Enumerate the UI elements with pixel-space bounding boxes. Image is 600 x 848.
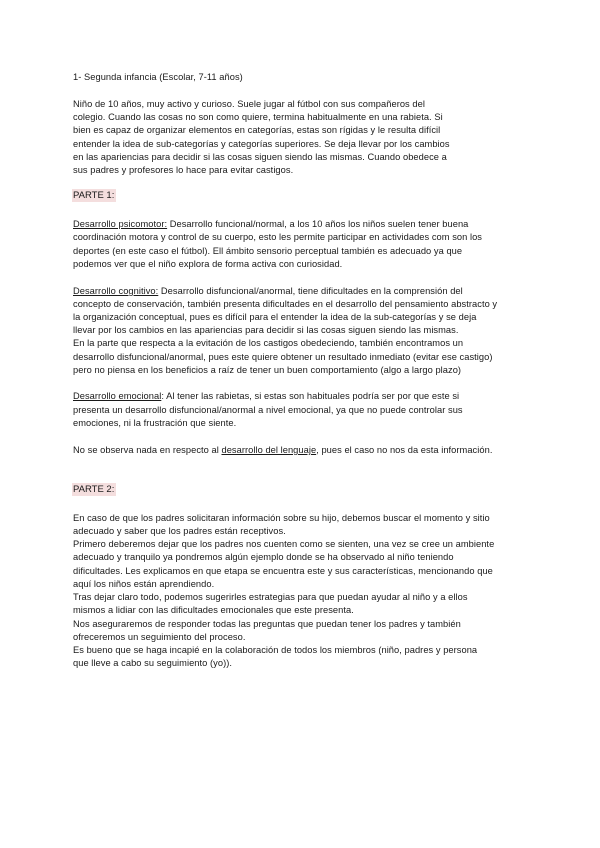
lenguaje-term: desarrollo del lenguaje [221, 445, 317, 455]
intro-line: colegio. Cuando las cosas no son como quiere, termina habitualmente en una rabieta. Si [73, 112, 443, 122]
part2-line: que lleve a cabo su seguimiento (yo)). [73, 658, 232, 668]
part2-label-text: PARTE 2: [73, 484, 115, 495]
psicomotor-line: coordinación motora y control de su cuerpo, esto les permite participar en actividades com son los [73, 232, 483, 242]
cognitivo-line: pero no piensa en los beneficios a raíz de tener un buen comportamiento (algo a largo plazo) [73, 365, 462, 375]
part1-label-text: PARTE 1: [73, 190, 115, 201]
section-heading: 1- Segunda infancia (Escolar, 7-11 años) [73, 72, 243, 82]
part2-line: dificultades. Les explicamos en que etapa se encuentra este y sus características, mencionando que [73, 566, 493, 576]
emocional-text: : Al tener las rabietas, si estas son habituales podría ser por que este si [161, 391, 460, 401]
emocional-line [73, 390, 459, 403]
part2-line: mismos a lidiar con las dificultades emocionales que este presenta. [73, 605, 354, 615]
psicomotor-line [73, 218, 468, 231]
lenguaje-before: No se observa nada en respecto al [73, 445, 222, 455]
part2-label [72, 483, 116, 497]
part2-line: ofreceremos un seguimiento del proceso. [73, 632, 246, 642]
cognitivo-term: Desarrollo cognitivo: [73, 286, 159, 296]
cognitivo-line: En la parte que respecta a la evitación de los castigos obedeciendo, también encontramos un [73, 338, 464, 348]
part2-line: Nos aseguraremos de responder todas las preguntas que puedan tener los padres y también [73, 619, 461, 629]
part2-line: adecuado y tranquilo ya pondremos algún ejemplo donde se ha observado al niño teniendo [73, 552, 454, 562]
cognitivo-line: desarrollo disfuncional/anormal, pues este quiere obtener un resultado inmediato (evitar ese castigo) [73, 352, 493, 362]
intro-line: en las apariencias para decidir si las cosas siguen siendo las mismas. Cuando obedece a [73, 152, 447, 162]
psicomotor-text: Desarrollo funcional/normal, a los 10 años los niños suelen tener buena [167, 219, 469, 229]
intro-line: sus padres y profesores lo hace para evitar castigos. [73, 165, 294, 175]
part2-line: En caso de que los padres solicitaran información sobre su hijo, debemos buscar el momento y sitio [73, 513, 490, 523]
intro-line: entender la idea de sub-categorías y categorías superiores. Se deja llevar por los cambios [73, 139, 450, 149]
lenguaje-after: , pues el caso no nos da esta información. [316, 445, 493, 455]
part2-line: Es bueno que se haga incapié en la colaboración de todos los miembros (niño, padres y persona [73, 645, 478, 655]
psicomotor-line: podemos ver que el niño explora de forma activa con curiosidad. [73, 259, 343, 269]
intro-line: Niño de 10 años, muy activo y curioso. Suele jugar al fútbol con sus compañeros del [73, 99, 425, 109]
cognitivo-text: Desarrollo disfuncional/anormal, tiene dificultades en la comprensión del [158, 286, 463, 296]
psicomotor-term: Desarrollo psicomotor: [73, 219, 168, 229]
emocional-line: emociones, ni la frustración que siente. [73, 418, 237, 428]
psicomotor-line: deportes (en este caso el fútbol). Ell ámbito sensorio perceptual también es adecuado ya que [73, 246, 463, 256]
part2-line: adecuado y saber que los padres están receptivos. [73, 526, 286, 536]
cognitivo-line: la organización conceptual, pues es difícil para el entender la idea de la sub-categorías y se deja [73, 312, 477, 322]
emocional-line: presenta un desarrollo disfuncional/anormal a nivel emocional, ya que no puede controlar sus [73, 405, 463, 415]
part1-label [72, 189, 116, 203]
part2-line: Primero deberemos dejar que los padres nos cuenten como se sienten, una vez se cree un ambiente [73, 539, 495, 549]
part2-line: aquí los niños están aprendiendo. [73, 579, 215, 589]
cognitivo-line: concepto de conservación, también presenta dificultades en el desarrollo del pensamiento abstracto y [73, 299, 498, 309]
intro-line: bien es capaz de organizar elementos en categorías, estas son rígidas y le resulta difícil [73, 125, 441, 135]
part2-line: Tras dejar claro todo, podemos sugerirles estrategias para que puedan ayudar al niño y a ellos [73, 592, 468, 602]
lenguaje-line [73, 444, 492, 457]
cognitivo-line [73, 285, 463, 298]
emocional-term: Desarrollo emocional [73, 391, 162, 401]
cognitivo-line: llevar por los cambios en las apariencias para decidir si las cosas siguen siendo las mismas. [73, 325, 459, 335]
